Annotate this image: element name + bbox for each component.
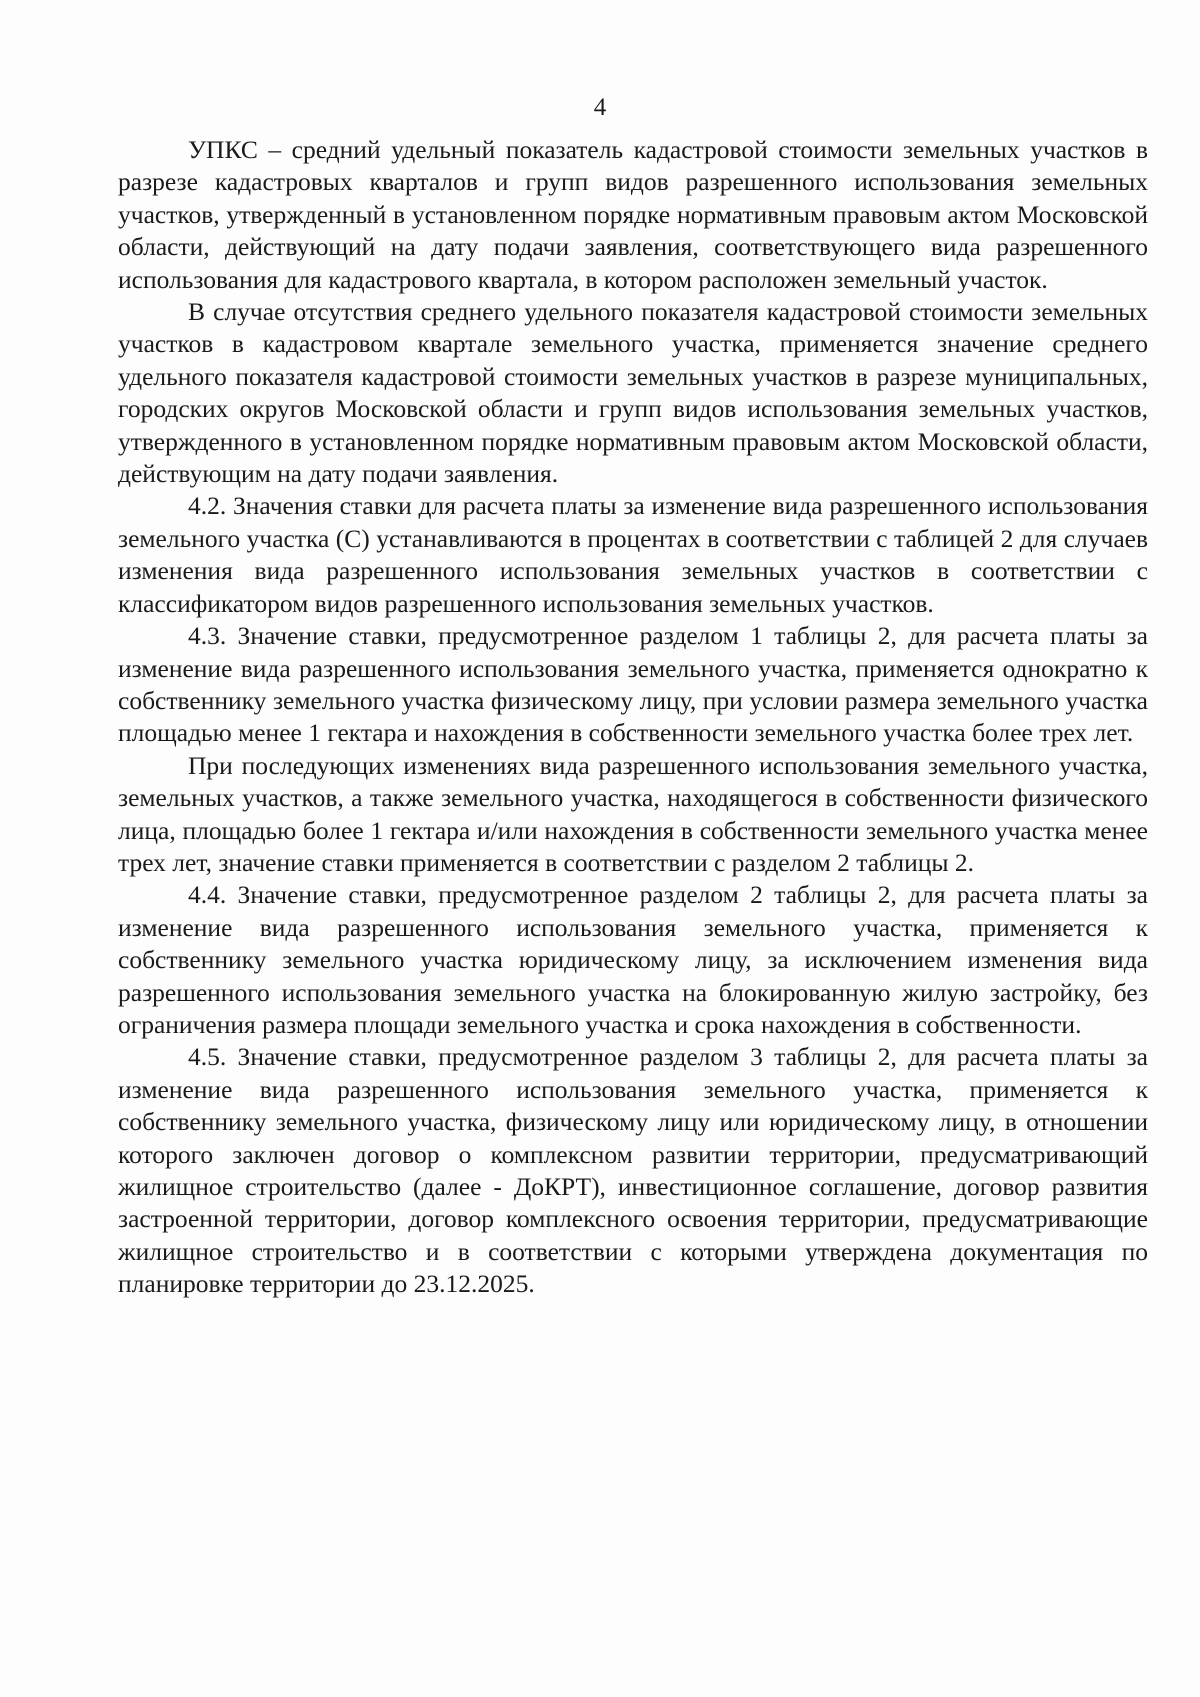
paragraph-4-2: 4.2. Значения ставки для расчета платы за изменение вида разрешенного использования земельного участка (С) устанавливаются в процентах в соответствии с таблицей 2 для случаев изменения вида разрешенного использования земельных участков в соответствии с классификатором видов разрешенного использования земельных участков.	[118, 491, 1148, 618]
document-body	[118, 134, 1148, 1301]
paragraph-subsequent-changes: При последующих изменениях вида разрешенного использования земельного участка, земельных участков, а также земельного участка, находящегося в собственности физического лица, площадью более 1 гектара и/или нахождения в собственности земельного участка менее трех лет, значение ставки применяется в соответствии с разделом 2 таблицы 2.	[118, 750, 1148, 877]
paragraph-4-3: 4.3. Значение ставки, предусмотренное разделом 1 таблицы 2, для расчета платы за изменение вида разрешенного использования земельного участка, применяется однократно к собственнику земельного участка физическому лицу, при условии размера земельного участка площадью менее 1 гектара и нахождения в собственности земельного участка более трех лет.	[118, 621, 1148, 748]
paragraph-missing-indicator: В случае отсутствия среднего удельного показателя кадастровой стоимости земельных участков в кадастровом квартале земельного участка, применяется значение среднего удельного показателя кадастровой стоимости земельных участков в разрезе муниципальных, городских округов Московской области и групп видов использования земельных участков, утвержденного в установленном порядке нормативным правовым актом Московской области, действующим на дату подачи заявления.	[118, 297, 1148, 489]
paragraph-4-5: 4.5. Значение ставки, предусмотренное разделом 3 таблицы 2, для расчета платы за изменение вида разрешенного использования земельного участка, применяется к собственнику земельного участка, физическому лицу или юридическому лицу, в отношении которого заключен договор о комплексном развитии территории, предусматривающий жилищное строительство (далее - ДоКРТ), инвестиционное соглашение, договор развития застроенной территории, договор комплексного освоения территории, предусматривающие жилищное строительство и в соответствии с которыми утверждена документация по планировке территории до 23.12.2025.	[118, 1042, 1148, 1299]
page-number: 4	[593, 94, 607, 121]
paragraph-upks-definition: УПКС – средний удельный показатель кадастровой стоимости земельных участков в разрезе кадастровых кварталов и групп видов разрешенного использования земельных участков, утвержденный в установленном порядке нормативным правовым актом Московской области, действующий на дату подачи заявления, соответствующего вида разрешенного использования для кадастрового квартала, в котором расположен земельный участок.	[118, 135, 1148, 294]
paragraph-4-4: 4.4. Значение ставки, предусмотренное разделом 2 таблицы 2, для расчета платы за изменение вида разрешенного использования земельного участка, применяется к собственнику земельного участка юридическому лицу, за исключением изменения вида разрешенного использования земельного участка на блокированную жилую застройку, без ограничения размера площади земельного участка и срока нахождения в собственности.	[118, 880, 1148, 1039]
